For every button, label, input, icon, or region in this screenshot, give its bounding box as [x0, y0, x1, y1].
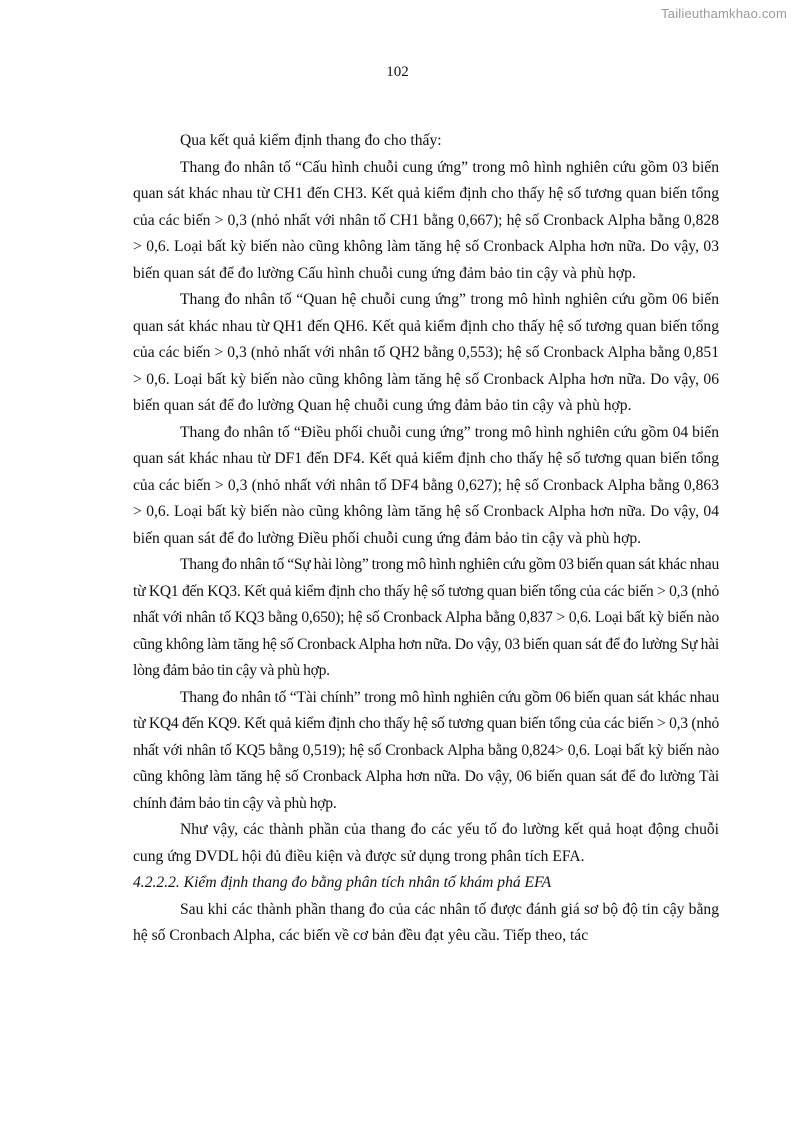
paragraph-quan-he: Thang đo nhân tố “Quan hệ chuỗi cung ứng” trong mô hình nghiên cứu gồm 06 biến quan sát khác nhau từ QH1 đến QH6. Kết quả kiểm định cho thấy hệ số tương quan biến tổng của các biến > 0,3 (nhỏ nhất với nhân tố QH2 bằng 0,553); hệ số Cronback Alpha bằng 0,851 > 0,6. Loại bất kỳ biến nào cũng không làm tăng hệ số Cronback Alpha hơn nữa. Do vậy, 06 biến quan sát để đo lường Quan hệ chuỗi cung ứng đảm bảo tin cậy và phù hợp.: [133, 291, 719, 414]
paragraph-conclusion: Như vậy, các thành phần của thang đo các yếu tố đo lường kết quả hoạt động chuỗi cung ứng DVDL hội đủ điều kiện và được sử dụng trong phân tích EFA.: [133, 821, 719, 865]
paragraph-cau-hinh: Thang đo nhân tố “Cấu hình chuỗi cung ứng” trong mô hình nghiên cứu gồm 03 biến quan sát khác nhau từ CH1 đến CH3. Kết quả kiểm định cho thấy hệ số tương quan biến tổng của các biến > 0,3 (nhỏ nhất với nhân tố CH1 bằng 0,667); hệ số Cronback Alpha bằng 0,828 > 0,6. Loại bất kỳ biến nào cũng không làm tăng hệ số Cronback Alpha hơn nữa. Do vậy, 03 biến quan sát để đo lường Cấu hình chuỗi cung ứng đảm bảo tin cậy và phù hợp.: [133, 158, 719, 282]
paragraph-tai-chinh: Thang đo nhân tố “Tài chính” trong mô hình nghiên cứu gồm 06 biến quan sát khác nhau từ KQ4 đến KQ9. Kết quả kiểm định cho thấy hệ số tương quan biến tổng của các biến > 0,3 (nhỏ nhất với nhân tố KQ5 bằng 0,519); hệ số Cronback Alpha bằng 0,824> 0,6. Loại bất kỳ biến nào cũng không làm tăng hệ số Cronback Alpha hơn nữa. Do vậy, 06 biến quan sát để đo lường Tài chính đảm bảo tin cậy và phù hợp.: [133, 688, 719, 812]
paragraph-su-hai-long: Thang đo nhân tố “Sự hài lòng” trong mô hình nghiên cứu gồm 03 biến quan sát khác nhau từ KQ1 đến KQ3. Kết quả kiểm định cho thấy hệ số tương quan biến tổng của các biến > 0,3 (nhỏ nhất với nhân tố KQ3 bằng 0,650); hệ số Cronback Alpha bằng 0,837 > 0,6. Loại bất kỳ biến nào cũng không làm tăng hệ số Cronback Alpha hơn nữa. Do vậy, 03 biến quan sát để đo lường Sự hài lòng đảm bảo tin cậy và phù hợp.: [133, 556, 720, 679]
watermark-text: Tailieuthamkhao.com: [661, 6, 787, 21]
paragraph-efa-intro: Sau khi các thành phần thang đo của các nhân tố được đánh giá sơ bộ độ tin cậy bằng hệ số Cronbach Alpha, các biến về cơ bản đều đạt yêu cầu. Tiếp theo, tác: [133, 900, 719, 944]
page-number: 102: [386, 64, 409, 80]
paragraph-intro: Qua kết quả kiểm định thang đo cho thấy:: [180, 132, 442, 149]
paragraph-dieu-phoi: Thang đo nhân tố “Điều phối chuỗi cung ứng” trong mô hình nghiên cứu gồm 04 biến quan sát khác nhau từ DF1 đến DF4. Kết quả kiểm định cho thấy hệ số tương quan biến tổng của các biến > 0,3 (nhỏ nhất với nhân tố DF4 bằng 0,627); hệ số Cronback Alpha bằng 0,863 > 0,6. Loại bất kỳ biến nào cũng không làm tăng hệ số Cronback Alpha hơn nữa. Do vậy, 04 biến quan sát để đo lường Điều phối chuỗi cung ứng đảm bảo tin cậy và phù hợp.: [133, 423, 719, 547]
section-heading: 4.2.2.2. Kiểm định thang đo bằng phân tích nhân tố khám phá EFA: [133, 874, 552, 891]
document-body: [133, 128, 719, 950]
